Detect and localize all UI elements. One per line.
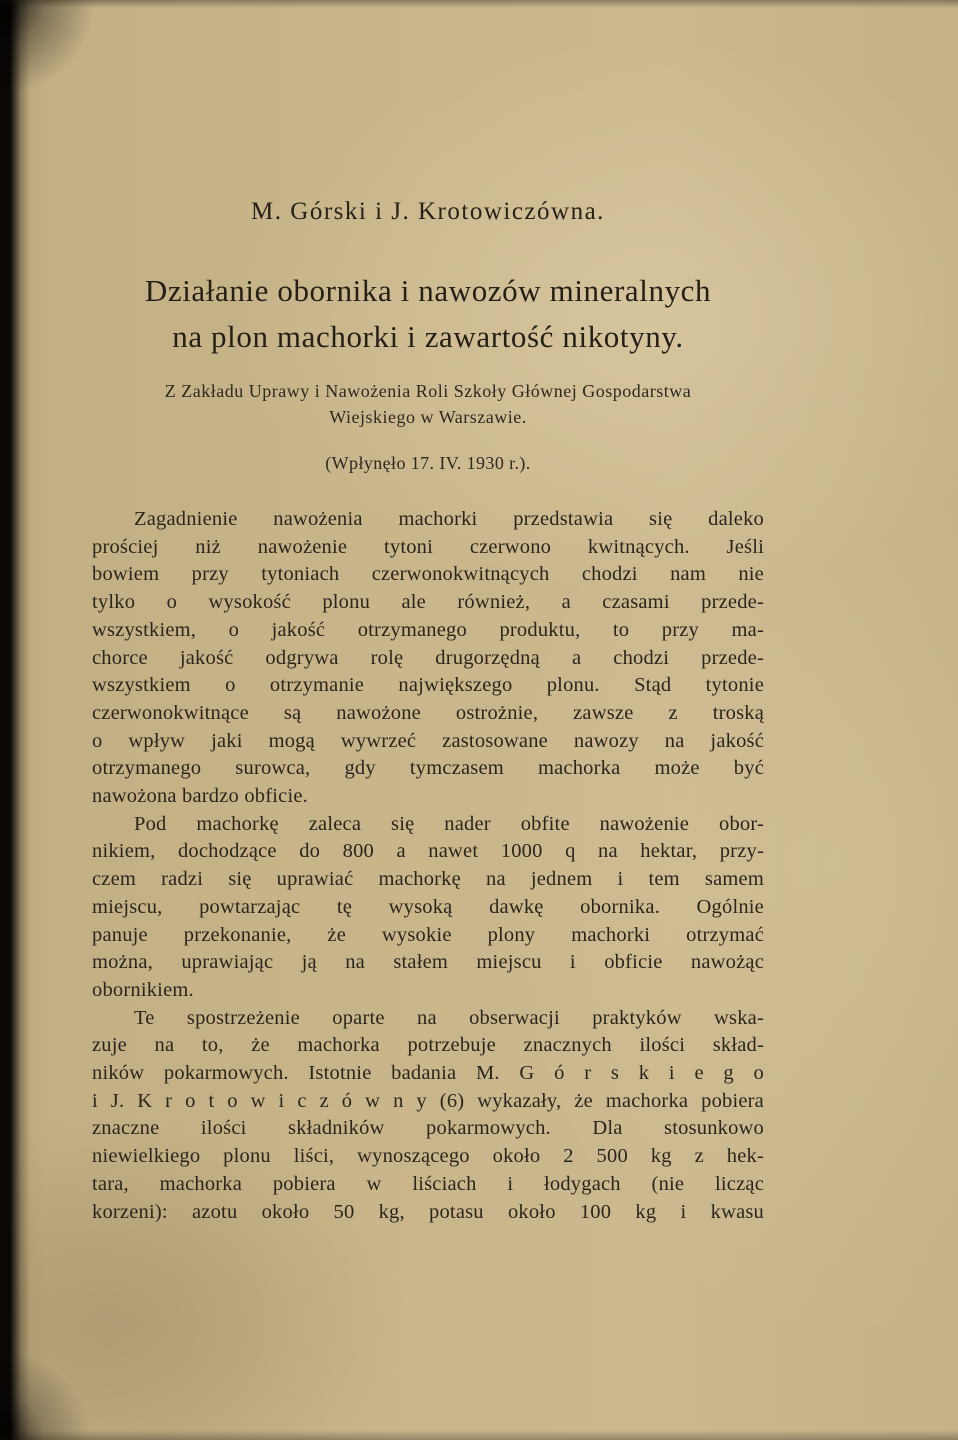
- author-line: M. Górski i J. Krotowiczówna.: [251, 198, 605, 225]
- body-line: bowiem przy tytoniach czerwonokwitnących chodzi nam nie: [92, 563, 764, 586]
- body-line: nawożona bardzo obficie.: [92, 785, 308, 808]
- title-line: na plon machorki i zawartość nikotyny.: [172, 319, 684, 354]
- body-line: miejscu, powtarzając tę wysoką dawkę obornika. Ogólnie: [92, 895, 764, 918]
- received-date: (Wpłynęło 17. IV. 1930 r.).: [325, 453, 531, 473]
- body-line: panuje przekonanie, że wysokie plony machorki otrzymać: [92, 923, 764, 946]
- scan-corner-bottom-left: [0, 1300, 120, 1440]
- paragraph-3: [92, 1005, 764, 1227]
- article-title: [92, 268, 764, 360]
- body-line: niewielkiego plonu liści, wynoszącego około 2 500 kg z hek-: [92, 1145, 764, 1168]
- scan-bottom-edge: [0, 1430, 958, 1440]
- scan-left-edge: [0, 0, 30, 1440]
- title-line: Działanie obornika i nawozów mineralnych: [144, 273, 712, 308]
- body-line: chorce jakość odgrywa rolę drugorzędną a chodzi przede-: [92, 646, 764, 669]
- page-content: [92, 0, 764, 1226]
- paragraph-1: [92, 506, 764, 811]
- body-line: znaczne ilości składników pokarmowych. Dla stosunkowo: [92, 1117, 764, 1140]
- body-line: można, uprawiając ją na stałem miejscu i obficie nawożąc: [92, 951, 764, 974]
- paragraph-2: [92, 811, 764, 1005]
- body-line: tara, machorka pobiera w liściach i łodygach (nie licząc: [92, 1172, 764, 1195]
- body-line: Te spostrzeżenie oparte na obserwacji praktyków wska-: [134, 1006, 764, 1029]
- body-line: o wpływ jaki mogą wywrzeć zastosowane nawozy na jakość: [92, 729, 764, 752]
- body-line: nikiem, dochodzące do 800 a nawet 1000 q na hektar, przy-: [92, 840, 764, 863]
- body-line: zuje na to, że machorka potrzebuje znacznych ilości skład-: [92, 1034, 764, 1057]
- body-line: tylko o wysokość plonu ale również, a czasami przede-: [92, 591, 764, 614]
- body-line: wszystkiem o otrzymanie największego plonu. Stąd tytonie: [92, 674, 764, 697]
- body-line: obornikiem.: [92, 978, 194, 1001]
- body-line: czem radzi się uprawiać machorkę na jednem i tem samem: [92, 868, 764, 891]
- body-line: Zagadnienie nawożenia machorki przedstawia się daleko: [134, 508, 764, 530]
- body-line: czerwonokwitnące są nawożone ostrożnie, zawsze z troską: [92, 701, 764, 724]
- body-line: ników pokarmowych. Istotnie badania M. G ó r s k i e g o: [92, 1062, 764, 1085]
- body-line: i J. K r o t o w i c z ó w n y (6) wykazały, że machorka pobiera: [92, 1089, 764, 1112]
- article-body: [92, 506, 764, 1226]
- affiliation: [92, 378, 764, 430]
- body-line: Pod machorkę zaleca się nader obfite nawożenie obor-: [134, 812, 764, 835]
- body-line: wszystkiem, o jakość otrzymanego produktu, to przy ma-: [92, 618, 764, 641]
- affiliation-line: Wiejskiego w Warszawie.: [329, 407, 527, 427]
- body-line: korzeni): azotu około 50 kg, potasu około 100 kg i kwasu: [92, 1200, 764, 1223]
- body-line: otrzymanego surowca, gdy tymczasem machorka może być: [92, 757, 764, 780]
- body-line: prościej niż nawożenie tytoni czerwono kwitnących. Jeśli: [92, 535, 764, 558]
- affiliation-line: Z Zakładu Uprawy i Nawożenia Roli Szkoły Głównej Gospodarstwa: [164, 381, 692, 401]
